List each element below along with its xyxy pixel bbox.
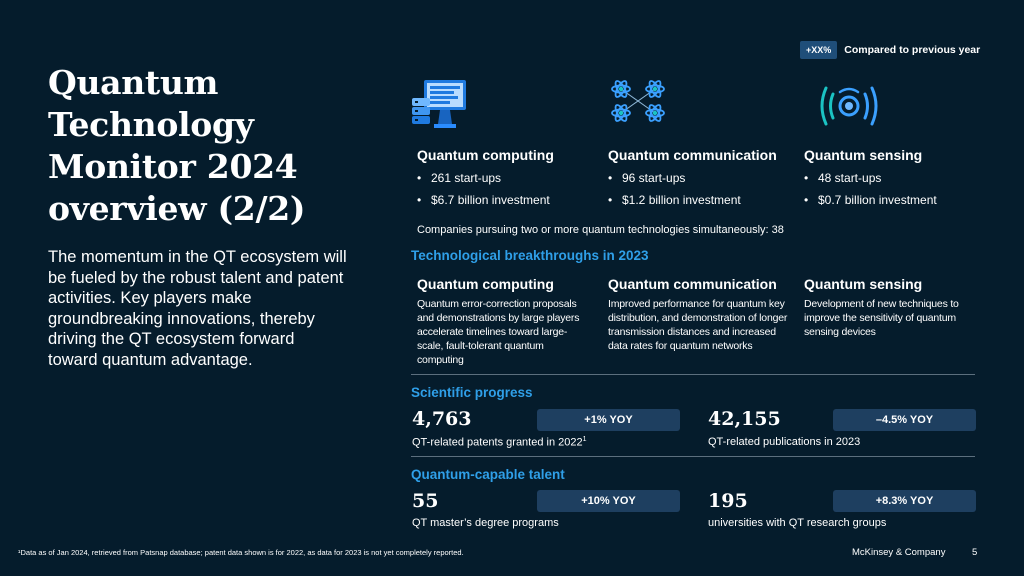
talent-heading: Quantum-capable talent [411,467,565,482]
legend-text: Compared to previous year [844,44,981,56]
breakthrough-text: Development of new techniques to improve the sensitivity of quantum sensing devices [804,298,959,338]
sensing-signal-icon [816,74,882,143]
overview-bullet: • 261 start-ups [417,171,602,185]
patents-label-text: QT-related patents granted in 2022 [412,436,583,449]
universities-value: 195 [708,490,748,512]
breakthrough-communication [608,276,788,353]
legend [800,41,980,59]
page-number: 5 [972,547,978,558]
publications-label: QT-related publications in 2023 [708,436,861,448]
overview-sensing [804,147,989,207]
breakthrough-heading: Quantum communication [608,276,777,292]
page-subtitle: The momentum in the QT ecosystem will be fueled by the robust talent and patent activities. Key players make groundbreaking innovations, thereby driving the QT ecosystem forward toward quantum advantage. [48,248,347,369]
divider [411,374,975,375]
overview-bullet: • $0.7 billion investment [804,193,989,207]
footnote-marker: 1 [582,436,587,443]
atoms-network-icon [607,78,669,129]
overview-bullet: • $1.2 billion investment [608,193,793,207]
breakthrough-heading: Quantum computing [417,276,554,292]
breakthrough-computing [417,276,589,367]
breakthrough-heading: Quantum sensing [804,276,923,292]
legend-badge: +XX% [800,41,837,59]
brand-name: McKinsey & Company [852,547,946,558]
patents-yoy-badge: +1% YOY [537,409,680,431]
footnote: ¹Data as of Jan 2024, retrieved from Patsnap database; patent data shown is for 2022, as data for 2023 is not yet completely reported. [18,548,464,557]
divider [411,456,975,457]
masters-label: QT master’s degree programs [412,517,559,529]
breakthrough-text: Quantum error-correction proposals and demonstrations by large players accelerate timelines toward large-scale, fault-tolerant quantum computing [417,298,580,366]
page-title: Quantum Technology Monitor 2024 overview (2/2) [48,63,306,228]
overview-communication [608,147,793,207]
universities-label: universities with QT research groups [708,517,887,529]
masters-yoy-badge: +10% YOY [537,490,680,512]
overview-bullet: • 96 start-ups [608,171,793,185]
publications-yoy-badge: –4.5% YOY [833,409,976,431]
overview-computing [417,147,602,207]
overview-bullet: • $6.7 billion investment [417,193,602,207]
universities-yoy-badge: +8.3% YOY [833,490,976,512]
breakthrough-text: Improved performance for quantum key distribution, and demonstration of longer transmission distances and increased data rates for quantum networks [608,298,788,352]
publications-value: 42,155 [708,408,781,430]
breakthroughs-heading: Technological breakthroughs in 2023 [411,248,649,263]
computer-icon [410,76,470,139]
overview-bullet: • 48 start-ups [804,171,989,185]
breakthrough-sensing [804,276,980,339]
scientific-heading: Scientific progress [411,385,533,400]
patents-label [412,436,587,449]
overview-heading: Quantum communication [608,147,777,163]
overview-heading: Quantum computing [417,147,554,163]
overview-heading: Quantum sensing [804,147,923,163]
masters-value: 55 [412,490,439,512]
multi-tech-note: Companies pursuing two or more quantum technologies simultaneously: 38 [417,224,784,236]
patents-value: 4,763 [412,408,472,430]
